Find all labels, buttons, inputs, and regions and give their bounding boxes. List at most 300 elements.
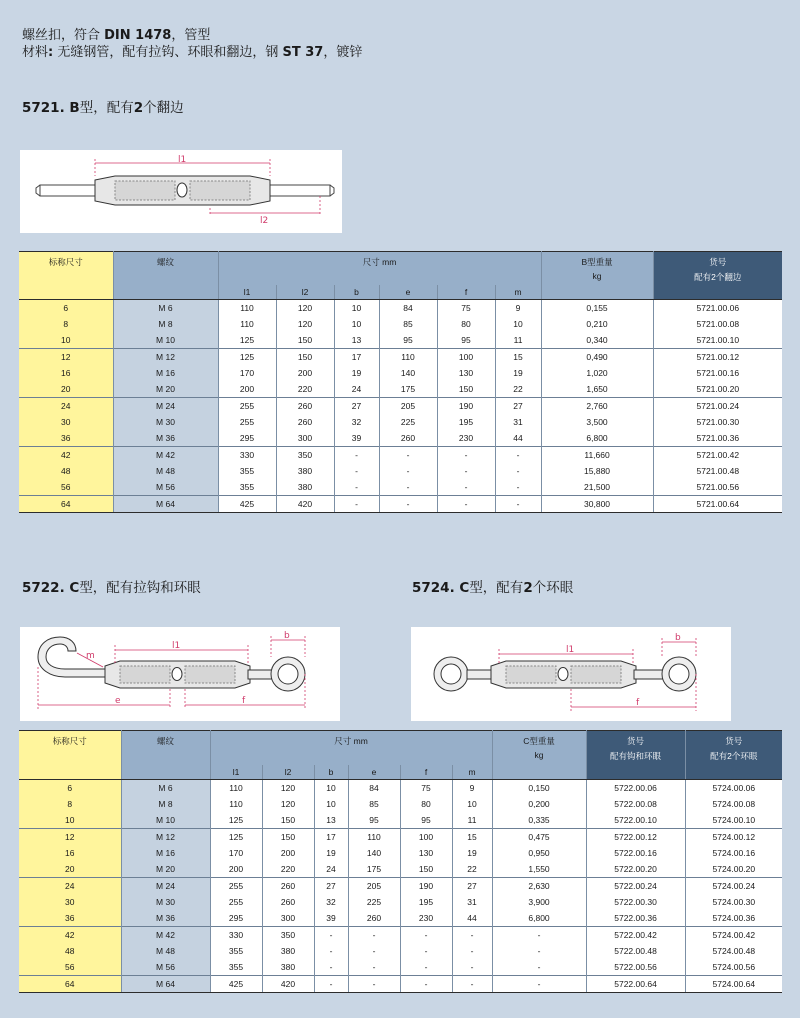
table-cell: M 24 — [121, 877, 210, 894]
table-cell: - — [348, 975, 400, 992]
table-row — [19, 877, 782, 894]
table-cell: - — [492, 943, 586, 959]
table-cell: 39 — [314, 910, 348, 927]
table-cell: 5721.00.56 — [653, 479, 782, 496]
table-cell: 0,335 — [492, 812, 586, 829]
table-cell: M 56 — [113, 479, 218, 496]
table-cell: 260 — [276, 397, 334, 414]
table-cell: - — [400, 943, 452, 959]
dim-label-f: f — [242, 696, 246, 706]
table-cell: 110 — [218, 299, 276, 316]
table-cell: 110 — [379, 348, 437, 365]
table-cell: 12 — [19, 828, 121, 845]
table-cell: 80 — [437, 316, 495, 332]
turnbuckle-type-b-drawing — [20, 150, 342, 233]
table-cell: 5721.00.06 — [653, 299, 782, 316]
diagram-5724 — [411, 627, 731, 721]
table-cell: 220 — [276, 381, 334, 398]
table-row — [19, 397, 782, 414]
table-cell: 200 — [210, 861, 262, 878]
table-cell: 24 — [19, 877, 121, 894]
table-cell: 15,880 — [541, 463, 653, 479]
table-cell: 5722.00.56 — [586, 959, 685, 976]
table-cell: 190 — [400, 877, 452, 894]
table-cell: 1,020 — [541, 365, 653, 381]
table-cell: 425 — [218, 495, 276, 512]
table-cell: - — [314, 943, 348, 959]
th-dimensions: 尺寸 mm — [210, 731, 492, 765]
table-cell: M 12 — [113, 348, 218, 365]
table-cell: 140 — [379, 365, 437, 381]
table-cell: 8 — [19, 796, 121, 812]
table-cell: 355 — [218, 463, 276, 479]
table-cell: 19 — [334, 365, 379, 381]
table-cell: 380 — [262, 943, 314, 959]
table-cell: 16 — [19, 365, 113, 381]
th-sub-b: b — [314, 765, 348, 780]
table-row — [19, 796, 782, 812]
table-cell: 5721.00.12 — [653, 348, 782, 365]
th-article-number-hook-eye: 货号 配有钩和环眼 — [586, 731, 685, 765]
table-cell: 225 — [379, 414, 437, 430]
table-cell: 20 — [19, 381, 113, 398]
dim-label-e: e — [115, 696, 121, 706]
table-cell: 15 — [495, 348, 541, 365]
table-cell: 0,200 — [492, 796, 586, 812]
table-cell: 125 — [218, 348, 276, 365]
table-cell: - — [334, 463, 379, 479]
th-weight: C型重量 kg — [492, 731, 586, 765]
table-cell: 5721.00.10 — [653, 332, 782, 349]
table-cell: 13 — [334, 332, 379, 349]
table-cell: - — [495, 479, 541, 496]
table-cell: 85 — [348, 796, 400, 812]
table-cell: M 6 — [121, 779, 210, 796]
table-cell: 44 — [452, 910, 492, 927]
table-cell: 27 — [495, 397, 541, 414]
table-cell: 36 — [19, 430, 113, 447]
table-cell: 6,800 — [492, 910, 586, 927]
table-cell: - — [348, 926, 400, 943]
table-cell: - — [379, 463, 437, 479]
table-cell: M 64 — [121, 975, 210, 992]
table-cell: 330 — [210, 926, 262, 943]
table-cell: 5724.00.20 — [685, 861, 782, 878]
table-cell: 5724.00.10 — [685, 812, 782, 829]
table-cell: 10 — [334, 316, 379, 332]
table-cell: 5721.00.64 — [653, 495, 782, 512]
table-row — [19, 446, 782, 463]
table-cell: 260 — [262, 877, 314, 894]
table-cell: M 16 — [113, 365, 218, 381]
table-cell: 420 — [276, 495, 334, 512]
table-cell: 30 — [19, 414, 113, 430]
table-cell: 95 — [400, 812, 452, 829]
table-cell: - — [452, 943, 492, 959]
table-cell: 150 — [276, 348, 334, 365]
table-cell: 100 — [400, 828, 452, 845]
table-cell: 260 — [276, 414, 334, 430]
table-cell: 20 — [19, 861, 121, 878]
table-cell: 19 — [452, 845, 492, 861]
table-cell: 425 — [210, 975, 262, 992]
table-row — [19, 845, 782, 861]
spec-table-5721 — [19, 251, 782, 513]
table-cell: M 10 — [113, 332, 218, 349]
th-thread: 螺纹 — [121, 731, 210, 765]
table-cell: 36 — [19, 910, 121, 927]
table-cell: 5722.00.12 — [586, 828, 685, 845]
th-size: 标称尺寸 — [19, 252, 113, 285]
table-cell: - — [379, 479, 437, 496]
table-cell: 64 — [19, 975, 121, 992]
table-cell: 19 — [314, 845, 348, 861]
table-cell: 27 — [334, 397, 379, 414]
table-cell: 120 — [276, 299, 334, 316]
table-cell: 22 — [495, 381, 541, 398]
table-row — [19, 812, 782, 829]
table-cell: 5722.00.20 — [586, 861, 685, 878]
table-row — [19, 316, 782, 332]
table-cell: 120 — [276, 316, 334, 332]
th-sub-l1: l1 — [210, 765, 262, 780]
table-cell: - — [437, 463, 495, 479]
dim-label-l1: l1 — [566, 645, 575, 655]
table-row — [19, 926, 782, 943]
table-cell: 5724.00.64 — [685, 975, 782, 992]
table-cell: 330 — [218, 446, 276, 463]
table-cell: 5722.00.06 — [586, 779, 685, 796]
table-cell: 0,950 — [492, 845, 586, 861]
table-cell: 300 — [276, 430, 334, 447]
table-cell: 355 — [218, 479, 276, 496]
table-cell: 19 — [495, 365, 541, 381]
table-cell: 15 — [452, 828, 492, 845]
th-sub-f: f — [437, 285, 495, 300]
table-cell: 5721.00.42 — [653, 446, 782, 463]
table-row — [19, 332, 782, 349]
diagram-5722 — [20, 627, 340, 721]
table-cell: 150 — [262, 812, 314, 829]
table-cell: 380 — [276, 463, 334, 479]
table-cell: 0,155 — [541, 299, 653, 316]
table-cell: 5721.00.20 — [653, 381, 782, 398]
table-cell: - — [314, 959, 348, 976]
table-cell: - — [400, 959, 452, 976]
th-sub-e: e — [348, 765, 400, 780]
table-cell: 350 — [276, 446, 334, 463]
th-article-number: 货号 配有2个翻边 — [653, 252, 782, 285]
table-cell: 84 — [348, 779, 400, 796]
table-cell: M 64 — [113, 495, 218, 512]
table-cell: 225 — [348, 894, 400, 910]
table-cell: - — [334, 495, 379, 512]
table-cell: 110 — [218, 316, 276, 332]
table-cell: 5722.00.10 — [586, 812, 685, 829]
table-cell: M 8 — [113, 316, 218, 332]
table-row — [19, 779, 782, 796]
dim-label-f: f — [636, 698, 640, 708]
table-cell: 230 — [400, 910, 452, 927]
table-cell: 110 — [348, 828, 400, 845]
table-cell: 5722.00.64 — [586, 975, 685, 992]
dim-label-b: b — [284, 631, 290, 641]
table-cell: 1,550 — [492, 861, 586, 878]
table-cell: 16 — [19, 845, 121, 861]
table-cell: 5724.00.56 — [685, 959, 782, 976]
table-cell: 24 — [314, 861, 348, 878]
table-cell: 195 — [400, 894, 452, 910]
table-cell: 5722.00.42 — [586, 926, 685, 943]
table-cell: M 48 — [113, 463, 218, 479]
table-cell: 120 — [262, 779, 314, 796]
table-cell: - — [334, 479, 379, 496]
table-cell: 11 — [495, 332, 541, 349]
table-cell: 0,210 — [541, 316, 653, 332]
table-cell: 195 — [437, 414, 495, 430]
table-cell: - — [348, 943, 400, 959]
table-cell: 5724.00.24 — [685, 877, 782, 894]
table-cell: 300 — [262, 910, 314, 927]
table-cell: 5721.00.30 — [653, 414, 782, 430]
table-cell: M 8 — [121, 796, 210, 812]
table-cell: 5722.00.16 — [586, 845, 685, 861]
th-sub-b: b — [334, 285, 379, 300]
section-title-5721: 5721. B型，配有2个翻边 — [22, 100, 184, 116]
table-cell: - — [437, 479, 495, 496]
table-cell: 75 — [400, 779, 452, 796]
table-cell: 21,500 — [541, 479, 653, 496]
th-dimensions: 尺寸 mm — [218, 252, 541, 285]
table-row — [19, 299, 782, 316]
table-cell: 95 — [379, 332, 437, 349]
table-cell: 260 — [348, 910, 400, 927]
table-cell: - — [492, 959, 586, 976]
dim-label-l2: l2 — [260, 216, 269, 226]
table-cell: 10 — [314, 796, 348, 812]
table-cell: 110 — [210, 779, 262, 796]
table-cell: M 20 — [113, 381, 218, 398]
dim-label-l1: l1 — [178, 155, 187, 165]
table-cell: 24 — [19, 397, 113, 414]
table-cell: 2,760 — [541, 397, 653, 414]
table-cell: - — [379, 495, 437, 512]
table-cell: 150 — [276, 332, 334, 349]
table-cell: 200 — [218, 381, 276, 398]
th-size: 标称尺寸 — [19, 731, 121, 765]
table-cell: 48 — [19, 943, 121, 959]
table-row — [19, 975, 782, 992]
table-cell: 175 — [348, 861, 400, 878]
table-cell: - — [437, 446, 495, 463]
table-cell: 42 — [19, 446, 113, 463]
table-cell: 0,475 — [492, 828, 586, 845]
table-cell: 3,500 — [541, 414, 653, 430]
table-cell: - — [334, 446, 379, 463]
table-cell: 31 — [452, 894, 492, 910]
table-row — [19, 381, 782, 398]
table-cell: 120 — [262, 796, 314, 812]
table-cell: 5722.00.08 — [586, 796, 685, 812]
table-cell: 84 — [379, 299, 437, 316]
diagram-5721 — [20, 150, 342, 233]
table-cell: 6,800 — [541, 430, 653, 447]
table-cell: 39 — [334, 430, 379, 447]
table-cell: 17 — [314, 828, 348, 845]
table-cell: M 12 — [121, 828, 210, 845]
table-row — [19, 943, 782, 959]
table-cell: 27 — [314, 877, 348, 894]
table-cell: M 20 — [121, 861, 210, 878]
table-cell: 31 — [495, 414, 541, 430]
table-cell: M 48 — [121, 943, 210, 959]
table-row — [19, 894, 782, 910]
table-cell: - — [452, 959, 492, 976]
table-row — [19, 348, 782, 365]
table-cell: M 6 — [113, 299, 218, 316]
table-row — [19, 495, 782, 512]
table-cell: M 24 — [113, 397, 218, 414]
table-cell: - — [492, 926, 586, 943]
th-sub-e: e — [379, 285, 437, 300]
table-cell: - — [400, 975, 452, 992]
table-cell: - — [495, 446, 541, 463]
table-cell: - — [348, 959, 400, 976]
dim-label-b: b — [675, 633, 681, 643]
table-cell: 255 — [210, 877, 262, 894]
turnbuckle-hook-eye-drawing — [20, 627, 340, 721]
th-sub-l2: l2 — [262, 765, 314, 780]
table-cell: 10 — [334, 299, 379, 316]
table-cell: 30,800 — [541, 495, 653, 512]
table-cell: - — [437, 495, 495, 512]
table-cell: 205 — [379, 397, 437, 414]
table-cell: M 36 — [113, 430, 218, 447]
table-cell: 32 — [334, 414, 379, 430]
table-cell: 130 — [437, 365, 495, 381]
table-cell: 8 — [19, 316, 113, 332]
table-cell: 200 — [276, 365, 334, 381]
table-cell: 125 — [210, 812, 262, 829]
table-cell: 5724.00.42 — [685, 926, 782, 943]
table-cell: 5724.00.16 — [685, 845, 782, 861]
table-cell: 420 — [262, 975, 314, 992]
dim-label-m: m — [86, 651, 95, 661]
table-cell: 6 — [19, 779, 121, 796]
table-cell: 95 — [437, 332, 495, 349]
table-cell: 32 — [314, 894, 348, 910]
table-cell: 110 — [210, 796, 262, 812]
table-cell: 100 — [437, 348, 495, 365]
table-cell: - — [495, 495, 541, 512]
table-cell: 56 — [19, 479, 113, 496]
table-cell: 10 — [495, 316, 541, 332]
table-cell: 0,340 — [541, 332, 653, 349]
table-cell: 1,650 — [541, 381, 653, 398]
table-cell: 17 — [334, 348, 379, 365]
table-cell: 42 — [19, 926, 121, 943]
th-sub-m: m — [452, 765, 492, 780]
table-cell: M 42 — [113, 446, 218, 463]
table-cell: M 36 — [121, 910, 210, 927]
header-line-1: 螺丝扣，符合 DIN 1478，管型 — [22, 28, 211, 43]
table-row — [19, 861, 782, 878]
table-cell: 150 — [437, 381, 495, 398]
table-cell: 5721.00.36 — [653, 430, 782, 447]
table-cell: 355 — [210, 943, 262, 959]
table-cell: - — [452, 975, 492, 992]
table-cell: 10 — [452, 796, 492, 812]
table-cell: 5724.00.36 — [685, 910, 782, 927]
table-cell: 295 — [210, 910, 262, 927]
table-cell: 255 — [218, 397, 276, 414]
table-cell: 24 — [334, 381, 379, 398]
table-cell: 5724.00.48 — [685, 943, 782, 959]
th-sub-l1: l1 — [218, 285, 276, 300]
table-cell: 75 — [437, 299, 495, 316]
table-cell: 220 — [262, 861, 314, 878]
turnbuckle-eye-eye-drawing — [411, 627, 731, 721]
table-cell: 85 — [379, 316, 437, 332]
th-article-number-eye-eye: 货号 配有2个环眼 — [685, 731, 782, 765]
table-row — [19, 365, 782, 381]
table-cell: 5724.00.30 — [685, 894, 782, 910]
table-cell: 5722.00.48 — [586, 943, 685, 959]
table-cell: - — [495, 463, 541, 479]
table-cell: 9 — [452, 779, 492, 796]
th-weight: B型重量 kg — [541, 252, 653, 285]
table-cell: 380 — [262, 959, 314, 976]
table-row — [19, 959, 782, 976]
table-cell: 130 — [400, 845, 452, 861]
table-cell: 150 — [400, 861, 452, 878]
table-cell: 9 — [495, 299, 541, 316]
table-row — [19, 910, 782, 927]
section-title-5722: 5722. C型，配有拉钩和环眼 — [22, 580, 201, 596]
table-cell: 5721.00.48 — [653, 463, 782, 479]
table-cell: 0,490 — [541, 348, 653, 365]
table-cell: 190 — [437, 397, 495, 414]
table-cell: 44 — [495, 430, 541, 447]
table-cell: 125 — [210, 828, 262, 845]
table-cell: - — [492, 975, 586, 992]
table-cell: 5721.00.16 — [653, 365, 782, 381]
table-cell: - — [400, 926, 452, 943]
table-cell: 205 — [348, 877, 400, 894]
table-cell: M 10 — [121, 812, 210, 829]
table-cell: 150 — [262, 828, 314, 845]
table-cell: 200 — [262, 845, 314, 861]
table-cell: M 56 — [121, 959, 210, 976]
table-cell: M 30 — [121, 894, 210, 910]
table-cell: 13 — [314, 812, 348, 829]
table-cell: 5722.00.36 — [586, 910, 685, 927]
table-cell: 0,150 — [492, 779, 586, 796]
dim-label-l1: l1 — [172, 641, 181, 651]
table-cell: 3,900 — [492, 894, 586, 910]
table-cell: M 42 — [121, 926, 210, 943]
table-cell: 5721.00.24 — [653, 397, 782, 414]
table-cell: 255 — [210, 894, 262, 910]
table-cell: 125 — [218, 332, 276, 349]
table-cell: - — [379, 446, 437, 463]
table-cell: 2,630 — [492, 877, 586, 894]
table-cell: 5724.00.12 — [685, 828, 782, 845]
table-cell: 170 — [210, 845, 262, 861]
section-title-5724: 5724. C型，配有2个环眼 — [412, 580, 574, 596]
table-cell: 350 — [262, 926, 314, 943]
table-cell: - — [314, 975, 348, 992]
